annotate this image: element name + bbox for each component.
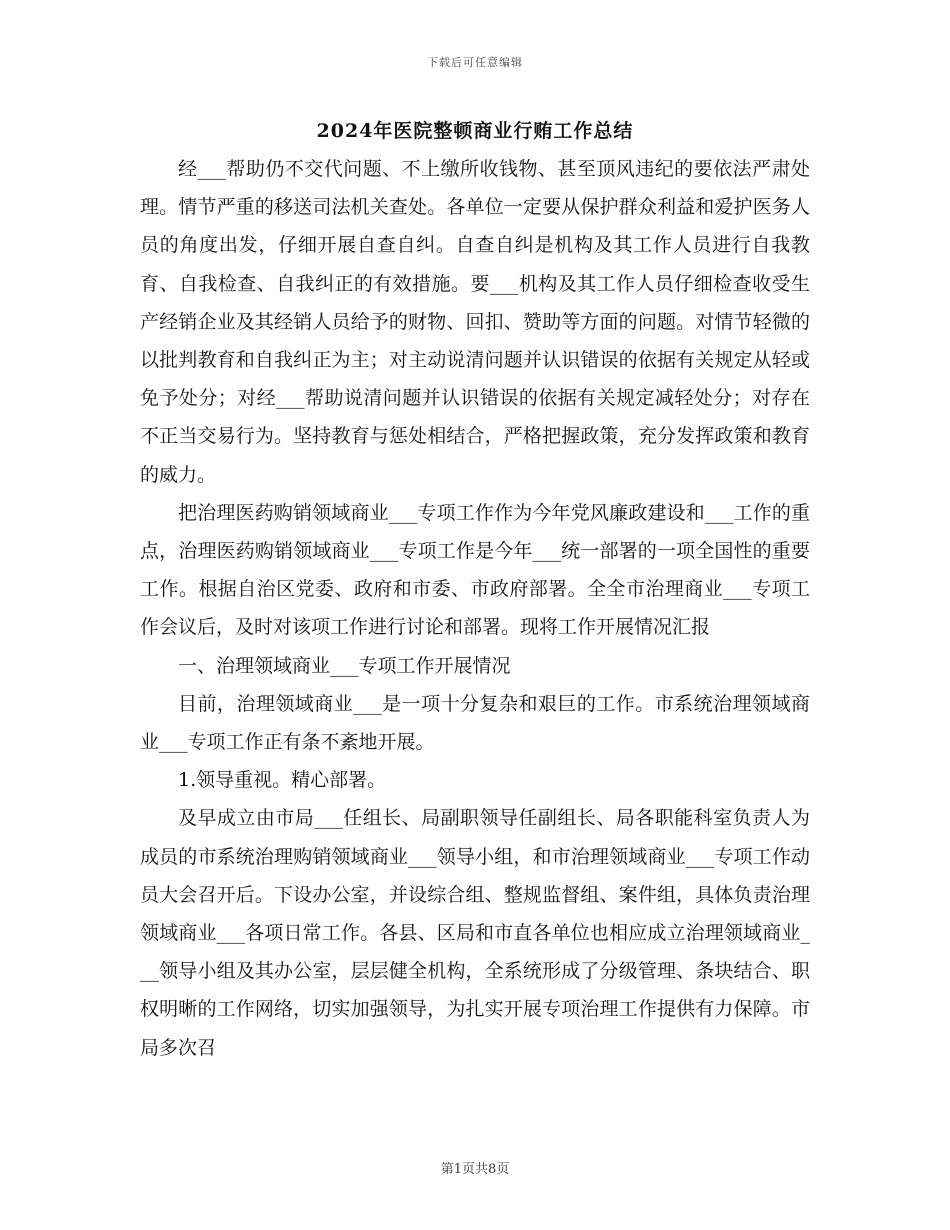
subsection-heading: 1.领导重视。精心部署。 [178,769,387,792]
page-header: 下载后可任意编辑 [427,56,523,69]
section-heading: 一、治理领域商业___专项工作开展情况 [178,654,511,677]
paragraph: 把治理医药购销领域商业___专项工作作为今年党风廉政建设和___工作的重点，治理医药购销领域商业___专项工作是今年___统一部署的一项全国性的重要工作。根据自治区党委、政府和市委、市政府部署。全全市治理商业___专项工作会议后，及时对该项工作进行讨论和部署。现将工作开展情况汇报 [140,501,810,639]
page-number: 第1页共8页 [440,1162,510,1177]
document-title: 2024年医院整顿商业行贿工作总结 [316,120,634,142]
paragraph: 经___帮助仍不交代问题、不上缴所收钱物、甚至顶风违纪的要依法严肃处理。情节严重的移送司法机关查处。各单位一定要从保护群众利益和爱护医务人员的角度出发，仔细开展自查自纠。自查自纠是机构及其工作人员进行自我教育、自我检查、自我纠正的有效措施。要___机构及其工作人员仔细检查收受生产经销企业及其经销人员给予的财物、回扣、赞助等方面的问题。对情节轻微的以批判教育和自我纠正为主；对主动说清问题并认识错误的依据有关规定从轻或免予处分；对经___帮助说清问题并认识错误的依据有关规定减轻处分；对存在不正当交易行为。坚持教育与惩处相结合，严格把握政策，充分发挥政策和教育的威力。 [140,158,810,486]
document-body [140,150,810,1067]
paragraph: 目前，治理领域商业___是一项十分复杂和艰巨的工作。市系统治理领域商业___专项工作正有条不紊地开展。 [140,692,810,754]
paragraph: 及早成立由市局___任组长、局副职领导任副组长、局各职能科室负责人为成员的市系统治理购销领域商业___领导小组，和市治理领域商业___专项工作动员大会召开后。下设办公室，并设综合组、整规监督组、案件组，具体负责治理领域商业___各项日常工作。各县、区局和市直各单位也相应成立治理领域商业___领导小组及其办公室，层层健全机构，全系统形成了分级管理、条块结合、职权明晰的工作网络，切实加强领导，为扎实开展专项治理工作提供有力保障。市局多次召 [140,807,810,1059]
